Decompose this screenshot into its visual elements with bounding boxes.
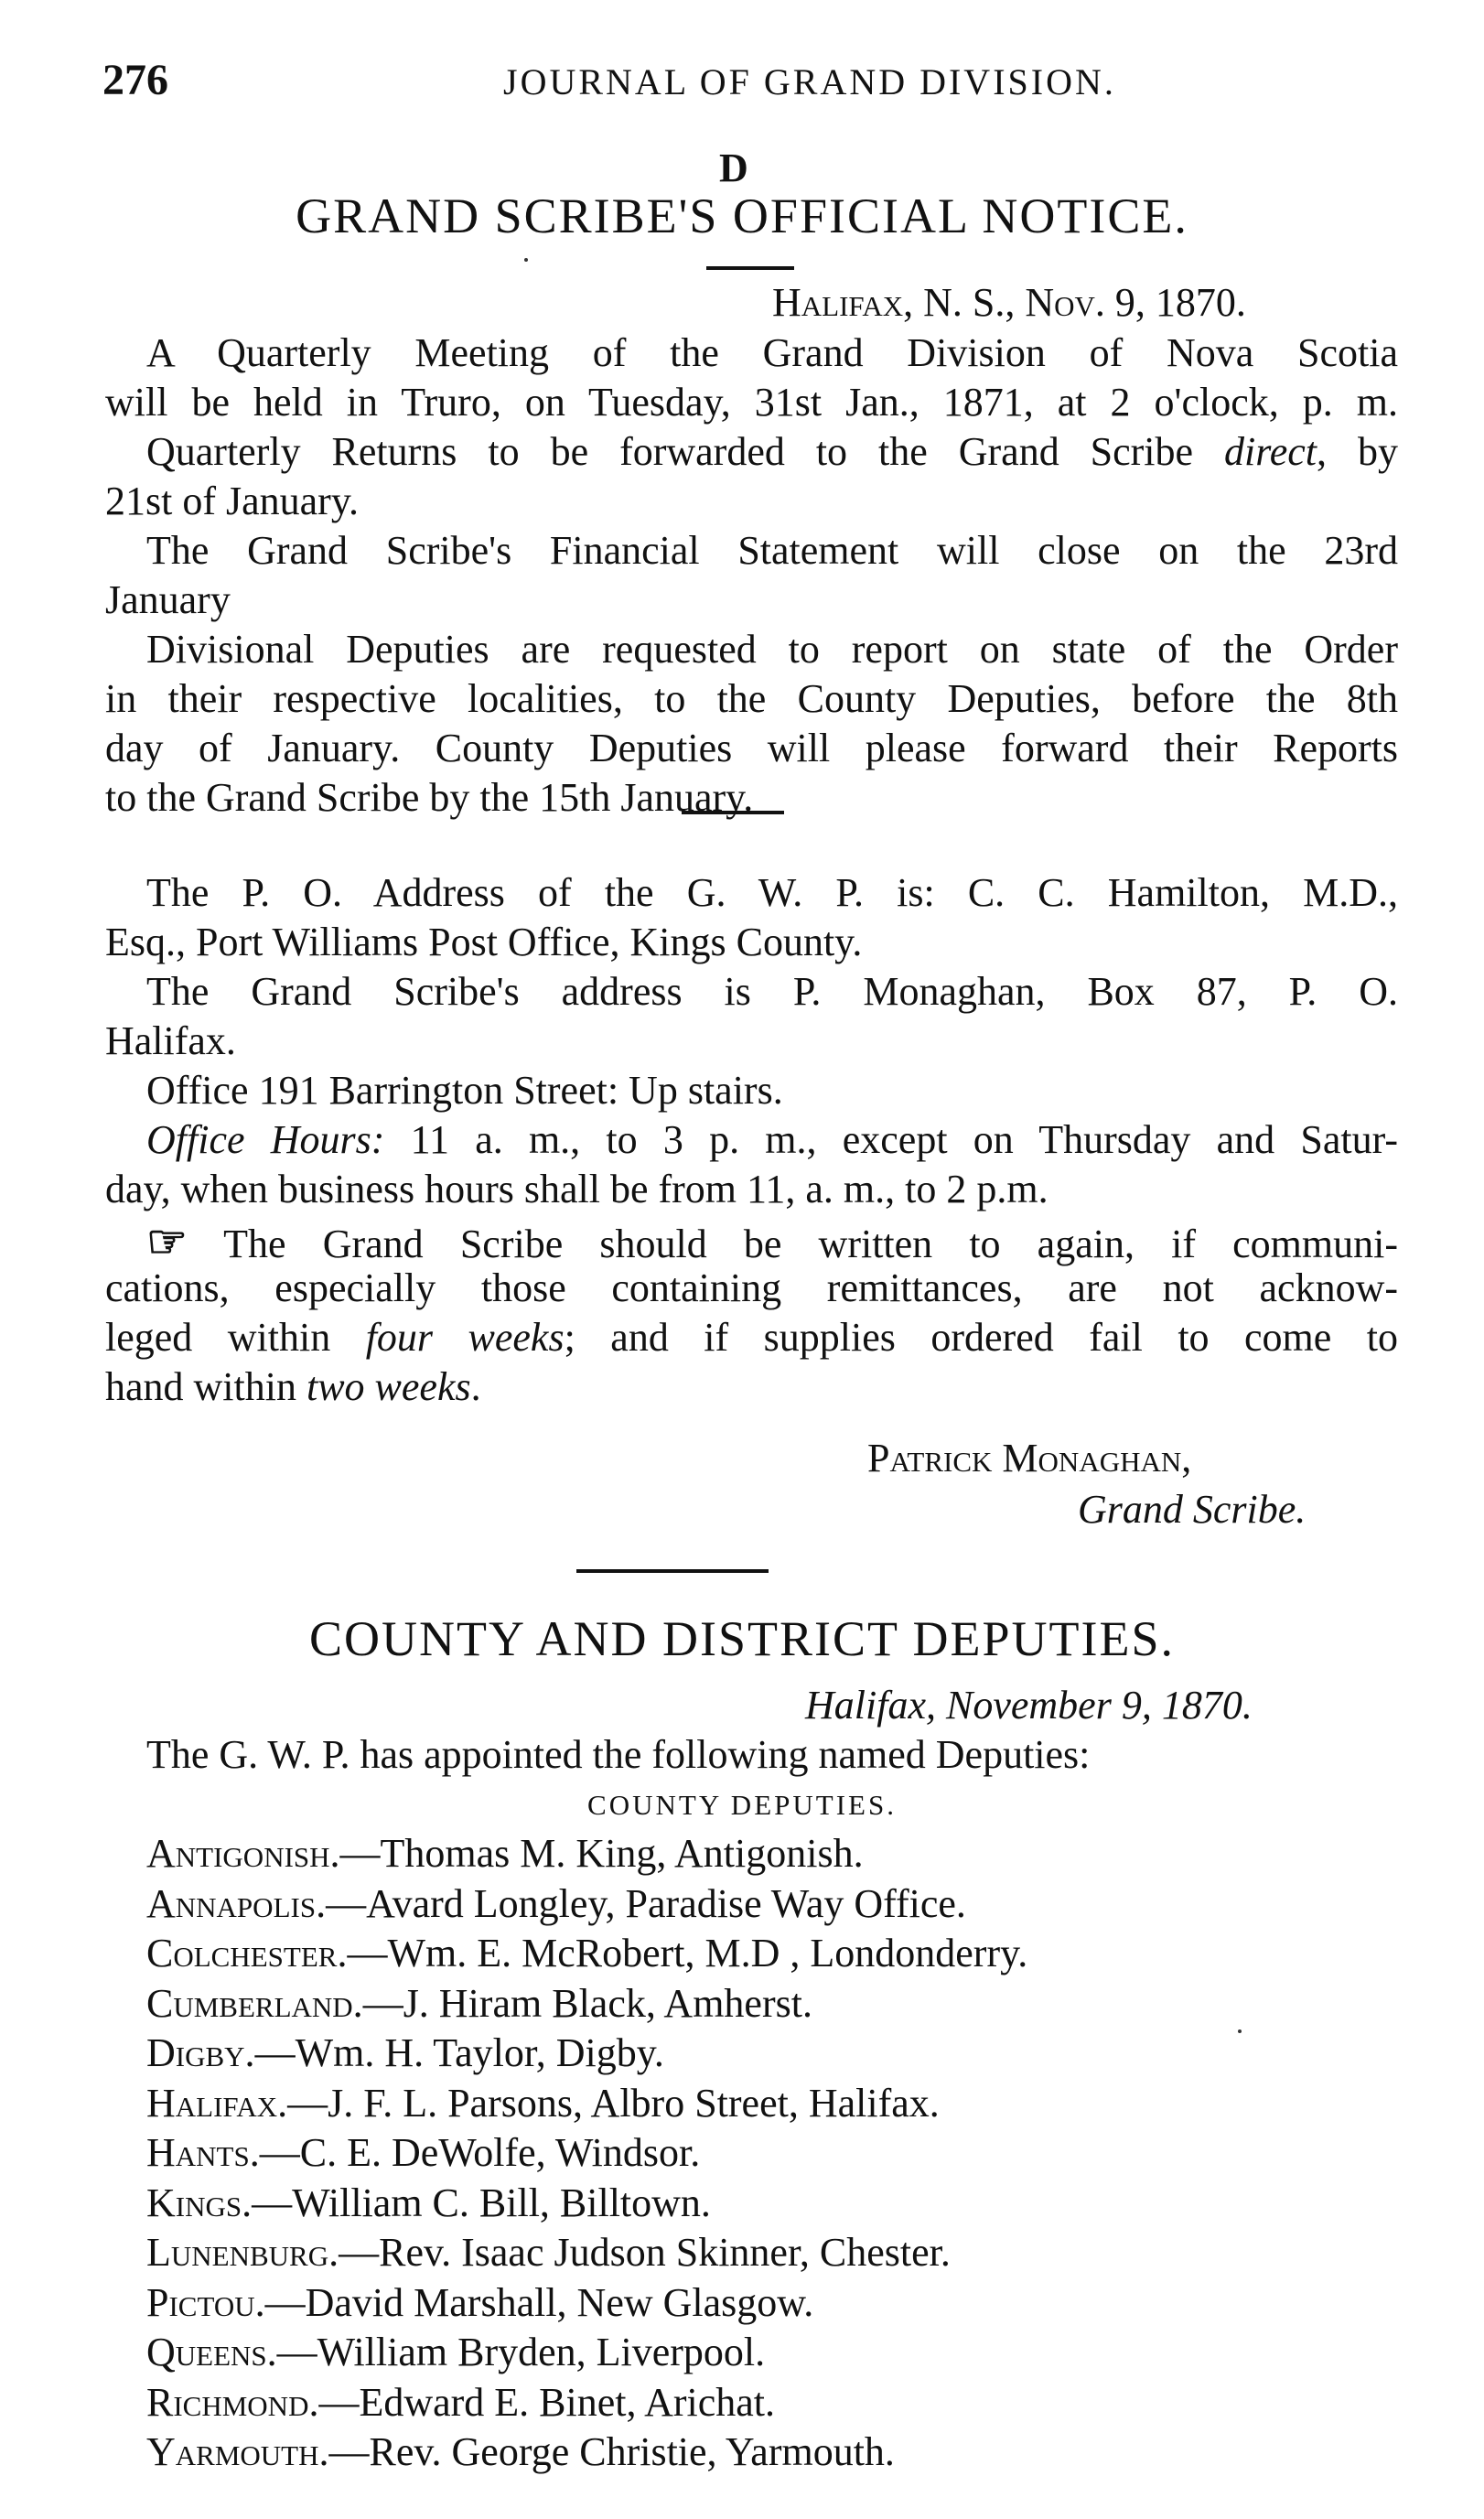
notice-line: January (105, 577, 231, 622)
list-item (146, 2379, 775, 2426)
county-name: Yarmouth. (146, 2429, 329, 2474)
deputy-name: —William C. Bill, Billtown. (252, 2180, 711, 2225)
address-line: Office 191 Barrington Street: Up stairs. (146, 1068, 783, 1113)
county-name: Antigonish. (146, 1831, 340, 1876)
list-item (146, 1830, 864, 1877)
county-name: Richmond. (146, 2379, 319, 2425)
address-line: The P. O. Address of the G. W. P. is: C. C. Hamilton, M.D., (146, 870, 1398, 915)
signature-title: Grand Scribe. (1078, 1487, 1307, 1532)
address-line: Esq., Port Williams Post Office, Kings County. (105, 920, 863, 964)
deputies-title: COUNTY AND DISTRICT DEPUTIES. (308, 1611, 1176, 1666)
county-name: Colchester. (146, 1931, 348, 1975)
notice-title: GRAND SCRIBE'S OFFICIAL NOTICE. (296, 188, 1188, 243)
running-title: JOURNAL OF GRAND DIVISION. (503, 61, 1116, 102)
pointing-hand-icon: ☞ (146, 1216, 188, 1267)
county-name: Digby. (146, 2030, 255, 2075)
signature-name: Patrick Monaghan, (867, 1436, 1192, 1480)
notice-line: in their respective localities, to the County Deputies, before the 8th (105, 676, 1398, 721)
list-item (146, 1930, 1027, 1976)
notice-line: Quarterly Returns to be forwarded to the Grand Scribe direct, by (146, 429, 1398, 474)
notice-line: 21st of January. (105, 479, 359, 523)
print-speck (1238, 2029, 1242, 2033)
deputy-name: —Wm. H. Taylor, Digby. (254, 2030, 664, 2075)
list-item (146, 2080, 940, 2126)
deputies-dateline: Halifax, November 9, 1870. (805, 1683, 1253, 1728)
deputy-name: —Rev. George Christie, Yarmouth. (328, 2429, 895, 2474)
deputy-name: —Avard Longley, Paradise Way Office. (326, 1880, 966, 1926)
list-item (146, 2428, 895, 2475)
notice-dateline: Halifax, N. S., Nov. 9, 1870. (772, 280, 1246, 325)
deputies-intro: The G. W. P. has appointed the following named Deputies: (146, 1732, 1091, 1777)
ornament-glyph: D (719, 145, 748, 190)
address-line: The Grand Scribe's address is P. Monaghan, Box 87, P. O. (146, 969, 1398, 1014)
county-name: Queens. (146, 2330, 277, 2374)
note-line: leged within four weeks; and if supplies ordered fail to come to (105, 1315, 1399, 1360)
list-item (146, 2229, 951, 2276)
list-item (146, 2129, 700, 2176)
county-name: Cumberland. (146, 1980, 363, 2026)
deputy-name: —J. Hiram Black, Amherst. (362, 1980, 812, 2026)
deputy-name: —C. E. DeWolfe, Windsor. (259, 2130, 701, 2175)
office-hours-line: Office Hours: 11 a. m., to 3 p. m., except on Thursday and Satur- (146, 1117, 1398, 1162)
notice-line: The Grand Scribe's Financial Statement will close on the 23rd (146, 528, 1398, 573)
notice-line: Divisional Deputies are requested to report on state of the Order (146, 627, 1398, 672)
county-name: Annapolis. (146, 1880, 327, 1926)
county-name: Halifax. (146, 2080, 288, 2126)
section-rule (576, 1569, 769, 1573)
note-line: cations, especially those containing remittances, are not acknow- (105, 1265, 1398, 1310)
deputy-name: —Edward E. Binet, Arichat. (318, 2379, 776, 2425)
deputy-name: —Rev. Isaac Judson Skinner, Chester. (339, 2230, 951, 2275)
notice-line: day of January. County Deputies will please forward their Reports (105, 726, 1398, 770)
print-speck (524, 258, 528, 262)
deputy-name: —David Marshall, New Glasgow. (264, 2279, 814, 2325)
short-rule (706, 266, 794, 270)
page-number: 276 (102, 56, 168, 104)
section-rule (682, 811, 784, 814)
deputies-subheading: COUNTY DEPUTIES. (587, 1789, 897, 1821)
county-name: Lunenburg. (146, 2230, 339, 2275)
county-name: Kings. (146, 2180, 253, 2225)
note-line: hand within two weeks. (105, 1364, 481, 1409)
list-item (146, 2329, 765, 2375)
list-item (146, 2279, 813, 2326)
county-name: Hants. (146, 2130, 260, 2175)
office-hours-line: day, when business hours shall be from 11, a. m., to 2 p.m. (105, 1167, 1048, 1211)
notice-line: will be held in Truro, on Tuesday, 31st Jan., 1871, at 2 o'clock, p. m. (105, 380, 1398, 425)
note-line: ☞ The Grand Scribe should be written to again, if communi- (146, 1216, 1398, 1267)
deputy-name: —Wm. E. McRobert, M.D , Londonderry. (347, 1931, 1028, 1975)
notice-line: to the Grand Scribe by the 15th January. (105, 775, 754, 820)
address-line: Halifax. (105, 1018, 236, 1063)
list-item (146, 2180, 711, 2226)
notice-line: A Quarterly Meeting of the Grand Division of Nova Scotia (146, 330, 1398, 375)
deputy-name: —Thomas M. King, Antigonish. (339, 1831, 864, 1876)
deputy-name: —J. F. L. Parsons, Albro Street, Halifax. (287, 2080, 940, 2126)
deputy-name: —William Bryden, Liverpool. (276, 2330, 766, 2374)
county-name: Pictou. (146, 2279, 265, 2325)
list-item (146, 2029, 664, 2076)
list-item (146, 1980, 812, 2027)
list-item (146, 1880, 966, 1927)
